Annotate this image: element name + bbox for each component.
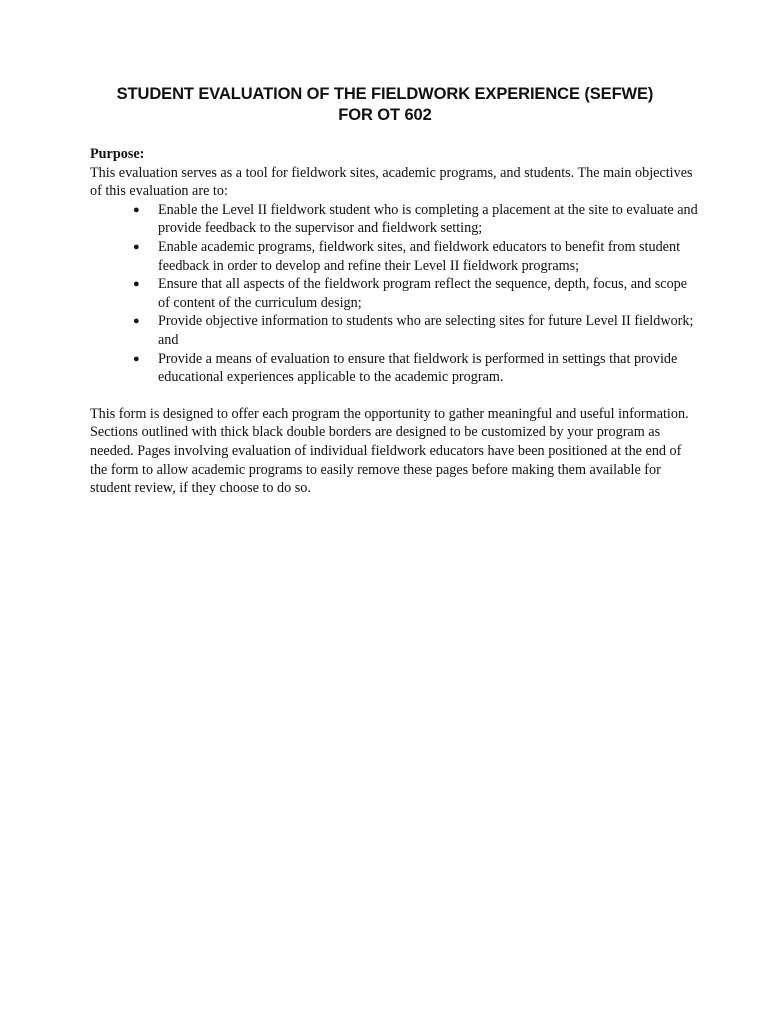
objective-item	[133, 275, 700, 312]
closing-paragraph: This form is designed to offer each program the opportunity to gather meaningful and useful information. Sections outlined with thick black double borders are designed to be customized by your program as needed. Pages involving evaluation of individual fieldwork educators have been positioned at the end of the form to allow academic programs to easily remove these pages before making them available for student review, if they choose to do so.	[90, 405, 689, 497]
objectives-list	[90, 201, 700, 387]
purpose-heading: Purpose:	[90, 146, 145, 162]
objective-item	[133, 201, 700, 238]
objective-item	[133, 350, 700, 387]
objective-item	[133, 238, 700, 275]
objective-text: Provide a means of evaluation to ensure that fieldwork is performed in settings that provide educational experiences applicable to the academic program.	[158, 350, 678, 386]
objective-text: Enable academic programs, fieldwork sites, and fieldwork educators to benefit from student feedback in order to develop and refine their Level II fieldwork programs;	[158, 238, 681, 274]
intro-paragraph: This evaluation serves as a tool for fieldwork sites, academic programs, and students. The main objectives of this evaluation are to:	[90, 164, 693, 200]
objective-text: Ensure that all aspects of the fieldwork program reflect the sequence, depth, focus, and scope of content of the curriculum design;	[158, 276, 688, 311]
bullet-icon: ●	[133, 315, 140, 328]
bullet-icon: ●	[133, 278, 140, 291]
document-title	[40, 84, 730, 126]
objective-text: Provide objective information to students who are selecting sites for future Level II fieldwork; and	[158, 313, 694, 348]
title-line-2: FOR OT 602	[338, 106, 432, 124]
objective-item	[133, 312, 700, 349]
title-line-1: STUDENT EVALUATION OF THE FIELDWORK EXPERIENCE (SEFWE)	[116, 85, 654, 103]
document-body	[90, 145, 700, 498]
bullet-icon: ●	[133, 240, 140, 253]
bullet-icon: ●	[133, 352, 140, 365]
bullet-icon: ●	[133, 203, 140, 216]
objective-text: Enable the Level II fieldwork student who is completing a placement at the site to evaluate and provide feedback to the supervisor and fieldwork setting;	[158, 201, 698, 237]
